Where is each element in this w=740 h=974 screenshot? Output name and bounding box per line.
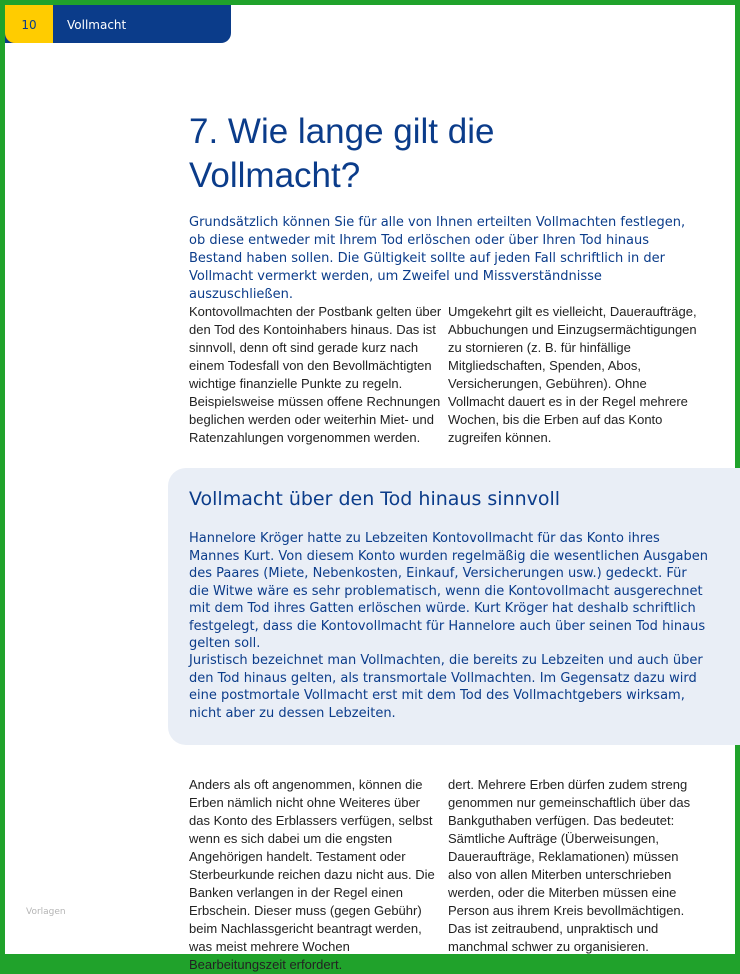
page-number-badge (5, 5, 53, 43)
info-box-paragraph-2: Juristisch bezeichnet man Vollmachten, die bereits zu Lebzeiten und auch über den Tod hinaus gelten, als transmortale Vollmachten. Im Gegensatz dazu wird eine postmortale Vollmacht erst mit dem Tod des Vollmachtgebers wirksam, nicht aber zu dessen Lebzeiten. (189, 653, 703, 721)
intro-paragraph: Grundsätzlich können Sie für alle von Ihnen erteilten Vollmachten festlegen, ob diese entweder mit Ihrem Tod erlöschen oder über Ihren Tod hinaus Bestand haben sollen. Die Gültigkeit sollte auf jeden Fall schriftlich in der Vollmacht vermerkt werden, um Zweifel und Missverständnisse auszuschließen. (189, 215, 686, 302)
header-tab (5, 5, 231, 43)
top-column-left: Kontovollmachten der Postbank gelten über den Tod des Kontoinhabers hinaus. Das ist sinnvoll, denn oft sind gerade kurz nach einem Todesfall von den Bevollmächtigten wichtige finanzielle Punkte zu regeln. Beispielsweise müssen offene Rechnungen beglichen werden oder weiterhin Miet- und Ratenzahlungen vorgenommen werden. (189, 304, 442, 445)
footer-label: Vorlagen (26, 907, 66, 917)
section-label: Vollmacht (67, 18, 127, 32)
page-title: 7. Wie lange gilt die Vollmacht? (189, 112, 495, 195)
bottom-column-left: Anders als oft angenommen, können die Erben nämlich nicht ohne Weiteres über das Konto des Erblassers verfügen, selbst wenn es sich dabei um die engsten Angehörigen handelt. Testament oder Sterbeurkunde reichen dazu nicht aus. Die Banken verlangen in der Regel einen Erbschein. Dieser muss (gegen Gebühr) beim Nachlassgericht beantragt werden, was meist mehrere Wochen Bearbeitungszeit erfordert. (189, 777, 435, 972)
bottom-column-right: dert. Mehrere Erben dürfen zudem streng genommen nur gemeinschaftlich über das Bankguthaben verfügen. Das bedeutet: Sämtliche Aufträge (Überweisungen, Daueraufträge, Reklamationen) müssen also von allen Miterben unterschrieben werden, oder die Miterben müssen eine Person aus ihrem Kreis bevollmächtigen. Das ist zeitraubend, unpraktisch und manchmal schwer zu organisieren. (448, 777, 691, 954)
top-column-right: Umgekehrt gilt es vielleicht, Daueraufträge, Abbuchungen und Einzugsermächtigungen zu stornieren (z. B. für hinfällige Mitgliedschaften, Spenden, Abos, Versicherungen, Gebühren). Ohne Vollmacht dauert es in der Regel mehrere Wochen, bis die Erben auf das Konto zugreifen können. (448, 304, 697, 445)
page-number: 10 (21, 18, 37, 32)
info-box-title: Vollmacht über den Tod hinaus sinnvoll (189, 488, 561, 510)
info-box-paragraph-1: Hannelore Kröger hatte zu Lebzeiten Kontovollmacht für das Konto ihres Mannes Kurt. Von diesem Konto wurden regelmäßig die wesentlichen Ausgaben des Paares (Miete, Nebenkosten, Einkauf, Versicherungen usw.) gedeckt. Für die Witwe wäre es sehr problematisch, wenn die Kontovollmacht ausgerechnet mit dem Tod ihres Gatten erlöschen würde. Kurt Kröger hat deshalb schriftlich festgelegt, dass die Kontovollmacht für Hannelore auch über seinen Tod hinaus gelten soll. (189, 531, 708, 651)
